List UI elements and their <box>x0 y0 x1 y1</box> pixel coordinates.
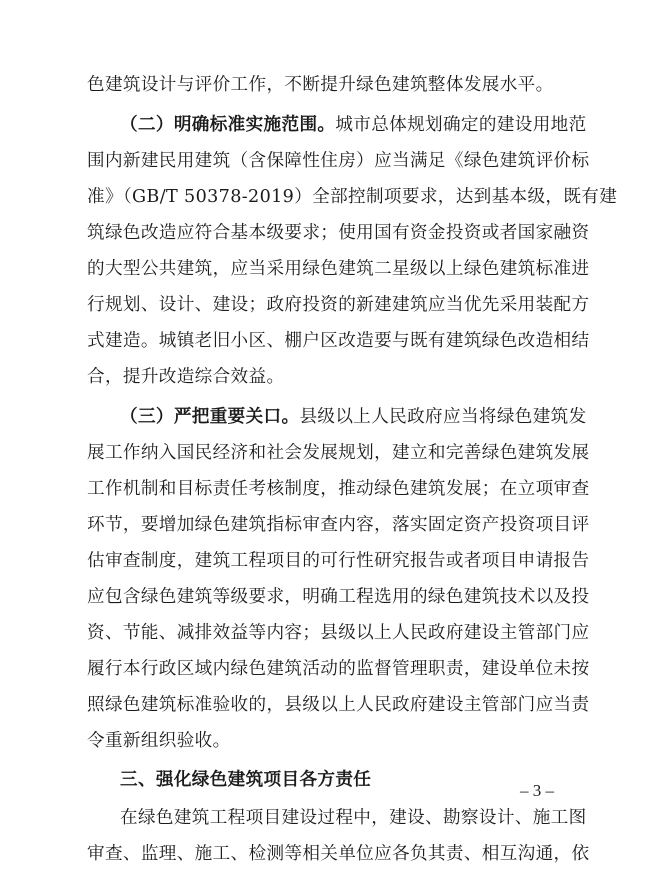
page-number: – 3 – <box>520 781 554 800</box>
text-line: 式建造。城镇老旧小区、棚户区改造要与既有建筑绿色改造相结 <box>87 331 590 351</box>
text-line: 合，提升改造综合效益。 <box>87 367 285 387</box>
paragraph-heading-2: （二）明确标准实施范围。 <box>120 115 336 135</box>
text-line: 环节，要增加绿色建筑指标审查内容，落实固定资产投资项目评 <box>87 515 590 535</box>
text-line: 工作机制和目标责任考核制度，推动绿色建筑发展；在立项审查 <box>87 479 590 499</box>
section-heading: 三、强化绿色建筑项目各方责任 <box>120 770 372 790</box>
text-line: 审查、监理、施工、检测等相关单位应各负其责、相互沟通，依 <box>87 844 590 864</box>
text-line: 令重新组织验收。 <box>87 731 231 751</box>
text-line: 资、节能、减排效益等内容；县级以上人民政府建设主管部门应 <box>87 623 590 643</box>
text-line: 在绿色建筑工程项目建设过程中，建设、勘察设计、施工图 <box>120 808 587 828</box>
text-line: 行规划、设计、建设；政府投资的新建建筑应当优先采用装配方 <box>87 295 590 315</box>
text-line: 准》（GB/T 50378-2019）全部控制项要求，达到基本级，既有建 <box>87 187 618 207</box>
text-line: 履行本行政区域内绿色建筑活动的监督管理职责，建设单位未按 <box>87 659 590 679</box>
text-line: 照绿色建筑标准验收的，县级以上人民政府建设主管部门应当责 <box>87 695 590 715</box>
text-run: 城市总体规划确定的建设用地范 <box>335 115 587 135</box>
paragraph-heading-line <box>120 107 587 143</box>
text-line: 应包含绿色建筑等级要求，明确工程选用的绿色建筑技术以及投 <box>87 587 590 607</box>
text-line: 估审查制度，建筑工程项目的可行性研究报告或者项目申请报告 <box>87 551 590 571</box>
text-line: 围内新建民用建筑（含保障性住房）应当满足《绿色建筑评价标 <box>87 151 590 171</box>
text-line: 的大型公共建筑，应当采用绿色建筑二星级以上绿色建筑标准进 <box>87 259 590 279</box>
paragraph-heading-3: （三）严把重要关口。 <box>120 407 300 427</box>
text-line: 展工作纳入国民经济和社会发展规划，建立和完善绿色建筑发展 <box>87 443 590 463</box>
paragraph-heading-line <box>120 399 587 435</box>
text-line: 筑绿色改造应符合基本级要求；使用国有资金投资或者国家融资 <box>87 223 590 243</box>
text-line: 色建筑设计与评价工作，不断提升绿色建筑整体发展水平。 <box>87 75 554 95</box>
text-run: 县级以上人民政府应当将绿色建筑发 <box>299 407 587 427</box>
